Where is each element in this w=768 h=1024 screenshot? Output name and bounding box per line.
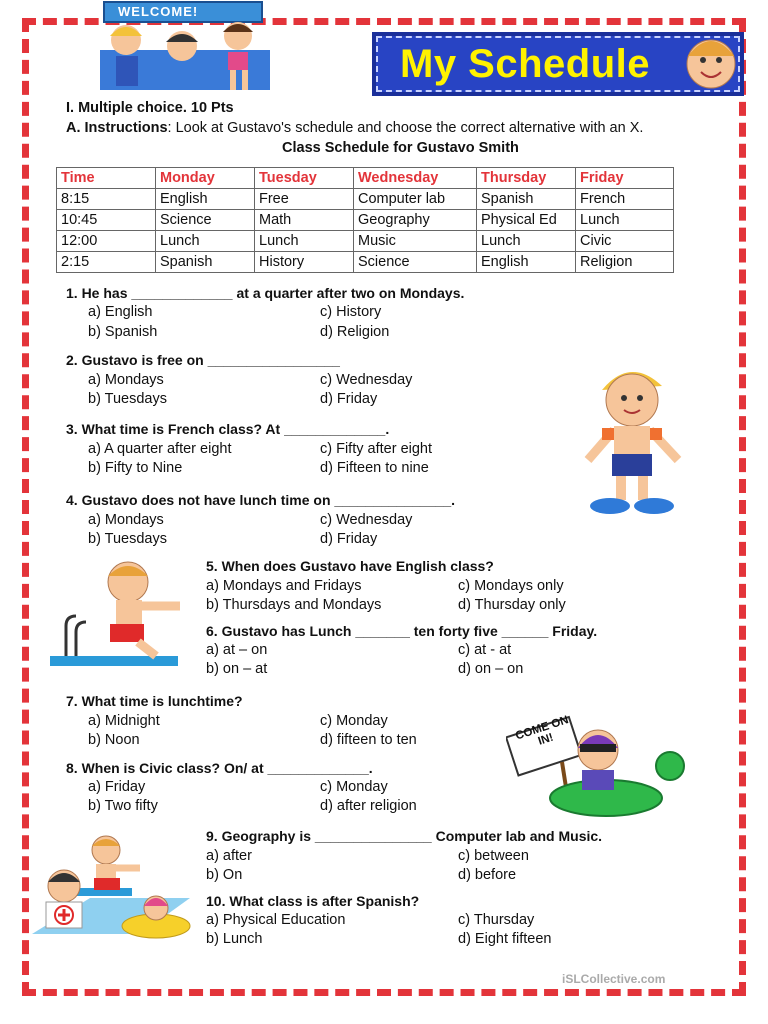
section-heading: I. Multiple choice. 10 Pts bbox=[66, 100, 234, 116]
table-cell: 10:45 bbox=[57, 210, 156, 231]
question-9: 9. Geography is _______________ Computer lab and Music. bbox=[206, 828, 603, 844]
option-5b[interactable]: b) Thursdays and Mondays bbox=[206, 597, 382, 613]
table-cell: English bbox=[477, 252, 576, 273]
option-9c[interactable]: c) between bbox=[458, 848, 529, 864]
option-3a[interactable]: a) A quarter after eight bbox=[88, 441, 232, 457]
option-7d[interactable]: d) fifteen to ten bbox=[320, 732, 417, 748]
option-3b[interactable]: b) Fifty to Nine bbox=[88, 460, 183, 476]
option-6d[interactable]: d) on – on bbox=[458, 661, 524, 677]
header-cell: Time bbox=[57, 168, 156, 189]
table-cell: History bbox=[255, 252, 354, 273]
option-3d[interactable]: d) Fifteen to nine bbox=[320, 460, 429, 476]
table-header-row bbox=[57, 168, 674, 189]
instructions bbox=[66, 120, 643, 136]
schedule-table bbox=[56, 167, 674, 273]
question-1: 1. He has _____________ at a quarter after two on Mondays. bbox=[66, 285, 465, 301]
option-2d[interactable]: d) Friday bbox=[320, 391, 378, 407]
option-6c[interactable]: c) at - at bbox=[458, 642, 512, 658]
table-cell: French bbox=[576, 189, 674, 210]
option-10a[interactable]: a) Physical Education bbox=[206, 912, 346, 928]
table-cell: Computer lab bbox=[354, 189, 477, 210]
come-on-in-sign: COME ON IN! bbox=[514, 714, 571, 748]
table-cell: Spanish bbox=[156, 252, 255, 273]
option-5a[interactable]: a) Mondays and Fridays bbox=[206, 578, 362, 594]
option-1d[interactable]: d) Religion bbox=[320, 324, 390, 340]
question-6: 6. Gustavo has Lunch _______ ten forty five ______ Friday. bbox=[206, 623, 598, 639]
option-10c[interactable]: c) Thursday bbox=[458, 912, 535, 928]
option-8b[interactable]: b) Two fifty bbox=[88, 798, 158, 814]
option-9a[interactable]: a) after bbox=[206, 848, 252, 864]
table-row bbox=[57, 252, 674, 273]
table-cell: Science bbox=[354, 252, 477, 273]
header-cell: Thursday bbox=[477, 168, 576, 189]
option-4a[interactable]: a) Mondays bbox=[88, 512, 164, 528]
table-cell: Free bbox=[255, 189, 354, 210]
table-cell: 2:15 bbox=[57, 252, 156, 273]
option-6a[interactable]: a) at – on bbox=[206, 642, 268, 658]
table-cell: Religion bbox=[576, 252, 674, 273]
option-1b[interactable]: b) Spanish bbox=[88, 324, 158, 340]
boy-face-illustration bbox=[676, 26, 746, 96]
option-1c[interactable]: c) History bbox=[320, 304, 382, 320]
table-cell: Geography bbox=[354, 210, 477, 231]
table-cell: Math bbox=[255, 210, 354, 231]
option-8c[interactable]: c) Monday bbox=[320, 779, 388, 795]
table-row bbox=[57, 210, 674, 231]
table-cell: Civic bbox=[576, 231, 674, 252]
table-cell: Lunch bbox=[576, 210, 674, 231]
option-8d[interactable]: d) after religion bbox=[320, 798, 417, 814]
option-2c[interactable]: c) Wednesday bbox=[320, 372, 413, 388]
page-title: My Schedule bbox=[400, 42, 651, 86]
option-9b[interactable]: b) On bbox=[206, 867, 243, 883]
option-10b[interactable]: b) Lunch bbox=[206, 931, 263, 947]
question-7: 7. What time is lunchtime? bbox=[66, 693, 243, 709]
option-8a[interactable]: a) Friday bbox=[88, 779, 146, 795]
header-cell: Friday bbox=[576, 168, 674, 189]
option-10d[interactable]: d) Eight fifteen bbox=[458, 931, 552, 947]
question-2: 2. Gustavo is free on _________________ bbox=[66, 352, 340, 368]
table-cell: Science bbox=[156, 210, 255, 231]
come-on-in-kid-illustration bbox=[506, 704, 696, 824]
option-1a[interactable]: a) English bbox=[88, 304, 153, 320]
question-10: 10. What class is after Spanish? bbox=[206, 893, 420, 909]
question-4: 4. Gustavo does not have lunch time on _______________. bbox=[66, 492, 456, 508]
table-cell: Physical Ed bbox=[477, 210, 576, 231]
question-5: 5. When does Gustavo have English class? bbox=[206, 558, 494, 574]
watermark: iSLCollective.com bbox=[562, 972, 666, 986]
table-cell: Spanish bbox=[477, 189, 576, 210]
welcome-sign-text: WELCOME! bbox=[118, 4, 199, 19]
option-5c[interactable]: c) Mondays only bbox=[458, 578, 564, 594]
option-4d[interactable]: d) Friday bbox=[320, 531, 378, 547]
table-cell: Lunch bbox=[156, 231, 255, 252]
table-cell: Lunch bbox=[477, 231, 576, 252]
table-cell: 8:15 bbox=[57, 189, 156, 210]
option-4c[interactable]: c) Wednesday bbox=[320, 512, 413, 528]
diving-kid-illustration bbox=[46, 556, 194, 672]
header-cell: Wednesday bbox=[354, 168, 477, 189]
option-6b[interactable]: b) on – at bbox=[206, 661, 268, 677]
table-cell: English bbox=[156, 189, 255, 210]
option-5d[interactable]: d) Thursday only bbox=[458, 597, 566, 613]
option-4b[interactable]: b) Tuesdays bbox=[88, 531, 167, 547]
question-3: 3. What time is French class? At _____________. bbox=[66, 421, 390, 437]
header-cell: Monday bbox=[156, 168, 255, 189]
option-2b[interactable]: b) Tuesdays bbox=[88, 391, 167, 407]
header-cell: Tuesday bbox=[255, 168, 354, 189]
option-3c[interactable]: c) Fifty after eight bbox=[320, 441, 433, 457]
table-cell: Lunch bbox=[255, 231, 354, 252]
instructions-label: A. Instructions bbox=[66, 120, 168, 136]
boy-swimsuit-illustration bbox=[580, 360, 690, 518]
table-row bbox=[57, 189, 674, 210]
option-7a[interactable]: a) Midnight bbox=[88, 713, 160, 729]
table-row bbox=[57, 231, 674, 252]
table-cell: Music bbox=[354, 231, 477, 252]
pool-kids-illustration bbox=[30, 830, 198, 950]
instructions-text: : Look at Gustavo's schedule and choose the correct alternative with an X. bbox=[167, 120, 644, 136]
option-9d[interactable]: d) before bbox=[458, 867, 517, 883]
table-title: Class Schedule for Gustavo Smith bbox=[282, 140, 519, 156]
question-8: 8. When is Civic class? On/ at _____________. bbox=[66, 760, 373, 776]
option-2a[interactable]: a) Mondays bbox=[88, 372, 164, 388]
option-7b[interactable]: b) Noon bbox=[88, 732, 140, 748]
table-cell: 12:00 bbox=[57, 231, 156, 252]
option-7c[interactable]: c) Monday bbox=[320, 713, 388, 729]
